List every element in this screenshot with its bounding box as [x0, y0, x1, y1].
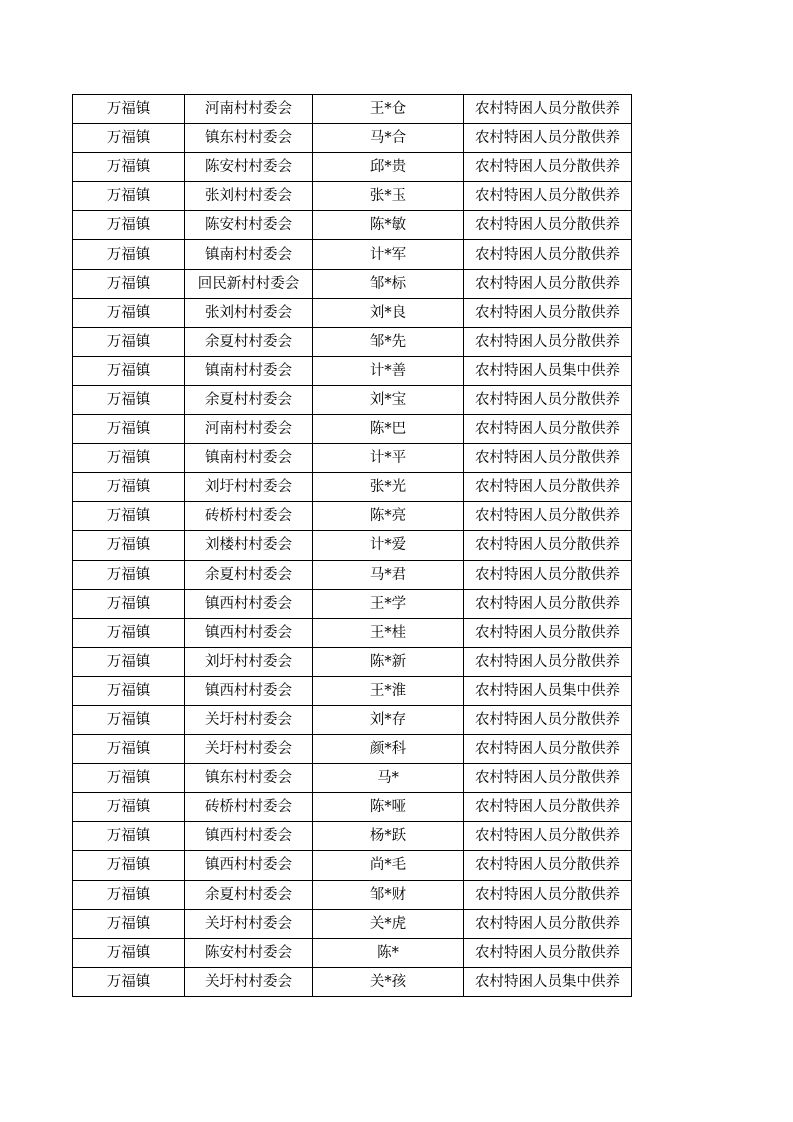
person-name-cell: 陈*哑	[313, 793, 464, 822]
support-type-cell: 农村特困人员集中供养	[464, 967, 632, 996]
village-committee-cell: 余夏村村委会	[185, 880, 313, 909]
town-cell: 万福镇	[73, 531, 185, 560]
person-name-cell: 马*	[313, 764, 464, 793]
person-name-cell: 关*孩	[313, 967, 464, 996]
support-type-cell: 农村特困人员分散供养	[464, 764, 632, 793]
village-committee-cell: 镇东村村委会	[185, 764, 313, 793]
table-body	[73, 95, 632, 997]
table-row	[73, 705, 632, 734]
town-cell: 万福镇	[73, 735, 185, 764]
village-committee-cell: 镇西村村委会	[185, 851, 313, 880]
support-type-cell: 农村特困人员集中供养	[464, 356, 632, 385]
support-type-cell: 农村特困人员分散供养	[464, 444, 632, 473]
table-row	[73, 269, 632, 298]
person-name-cell: 邹*先	[313, 327, 464, 356]
support-type-cell: 农村特困人员分散供养	[464, 269, 632, 298]
table-row	[73, 589, 632, 618]
town-cell: 万福镇	[73, 211, 185, 240]
support-type-cell: 农村特困人员分散供养	[464, 327, 632, 356]
table-row	[73, 822, 632, 851]
person-name-cell: 王*淮	[313, 676, 464, 705]
town-cell: 万福镇	[73, 415, 185, 444]
person-name-cell: 刘*宝	[313, 385, 464, 414]
support-type-cell: 农村特困人员分散供养	[464, 502, 632, 531]
village-committee-cell: 镇西村村委会	[185, 676, 313, 705]
table-row	[73, 327, 632, 356]
support-type-cell: 农村特困人员分散供养	[464, 909, 632, 938]
town-cell: 万福镇	[73, 764, 185, 793]
town-cell: 万福镇	[73, 327, 185, 356]
support-type-cell: 农村特困人员分散供养	[464, 385, 632, 414]
person-name-cell: 陈*亮	[313, 502, 464, 531]
support-type-cell: 农村特困人员分散供养	[464, 735, 632, 764]
support-type-cell: 农村特困人员分散供养	[464, 851, 632, 880]
table-row	[73, 647, 632, 676]
town-cell: 万福镇	[73, 444, 185, 473]
village-committee-cell: 陈安村村委会	[185, 211, 313, 240]
table-row	[73, 444, 632, 473]
support-type-cell: 农村特困人员分散供养	[464, 531, 632, 560]
village-committee-cell: 余夏村村委会	[185, 385, 313, 414]
table-row	[73, 793, 632, 822]
village-committee-cell: 镇南村村委会	[185, 444, 313, 473]
town-cell: 万福镇	[73, 298, 185, 327]
person-name-cell: 计*平	[313, 444, 464, 473]
town-cell: 万福镇	[73, 822, 185, 851]
support-type-cell: 农村特困人员分散供养	[464, 647, 632, 676]
village-committee-cell: 砖桥村村委会	[185, 793, 313, 822]
support-type-cell: 农村特困人员分散供养	[464, 938, 632, 967]
person-name-cell: 关*虎	[313, 909, 464, 938]
person-name-cell: 邹*财	[313, 880, 464, 909]
person-name-cell: 尚*毛	[313, 851, 464, 880]
village-committee-cell: 张刘村村委会	[185, 182, 313, 211]
village-committee-cell: 刘圩村村委会	[185, 647, 313, 676]
table-row	[73, 124, 632, 153]
person-name-cell: 王*仓	[313, 95, 464, 124]
support-type-cell: 农村特困人员分散供养	[464, 560, 632, 589]
person-name-cell: 杨*跃	[313, 822, 464, 851]
town-cell: 万福镇	[73, 793, 185, 822]
village-committee-cell: 镇西村村委会	[185, 618, 313, 647]
town-cell: 万福镇	[73, 705, 185, 734]
town-cell: 万福镇	[73, 560, 185, 589]
support-type-cell: 农村特困人员分散供养	[464, 182, 632, 211]
table-row	[73, 182, 632, 211]
table-row	[73, 851, 632, 880]
village-committee-cell: 关圩村村委会	[185, 735, 313, 764]
town-cell: 万福镇	[73, 967, 185, 996]
town-cell: 万福镇	[73, 502, 185, 531]
town-cell: 万福镇	[73, 182, 185, 211]
table-row	[73, 880, 632, 909]
village-committee-cell: 余夏村村委会	[185, 327, 313, 356]
table-row	[73, 153, 632, 182]
village-committee-cell: 镇西村村委会	[185, 589, 313, 618]
table-row	[73, 415, 632, 444]
village-committee-cell: 河南村村委会	[185, 95, 313, 124]
table-row	[73, 909, 632, 938]
support-type-cell: 农村特困人员分散供养	[464, 705, 632, 734]
person-name-cell: 陈*	[313, 938, 464, 967]
support-type-cell: 农村特困人员分散供养	[464, 880, 632, 909]
table-row	[73, 211, 632, 240]
village-committee-cell: 张刘村村委会	[185, 298, 313, 327]
village-committee-cell: 关圩村村委会	[185, 705, 313, 734]
town-cell: 万福镇	[73, 851, 185, 880]
table-row	[73, 298, 632, 327]
support-type-cell: 农村特困人员分散供养	[464, 153, 632, 182]
support-type-cell: 农村特困人员分散供养	[464, 415, 632, 444]
village-committee-cell: 陈安村村委会	[185, 938, 313, 967]
support-type-cell: 农村特困人员集中供养	[464, 676, 632, 705]
town-cell: 万福镇	[73, 676, 185, 705]
table-row	[73, 618, 632, 647]
table-row	[73, 240, 632, 269]
town-cell: 万福镇	[73, 909, 185, 938]
village-committee-cell: 河南村村委会	[185, 415, 313, 444]
support-type-cell: 农村特困人员分散供养	[464, 95, 632, 124]
person-name-cell: 颜*科	[313, 735, 464, 764]
village-committee-cell: 陈安村村委会	[185, 153, 313, 182]
person-name-cell: 陈*敏	[313, 211, 464, 240]
village-committee-cell: 刘圩村村委会	[185, 473, 313, 502]
town-cell: 万福镇	[73, 880, 185, 909]
town-cell: 万福镇	[73, 153, 185, 182]
town-cell: 万福镇	[73, 589, 185, 618]
person-name-cell: 陈*巴	[313, 415, 464, 444]
village-committee-cell: 关圩村村委会	[185, 967, 313, 996]
table-row	[73, 938, 632, 967]
village-committee-cell: 镇西村村委会	[185, 822, 313, 851]
person-name-cell: 王*桂	[313, 618, 464, 647]
person-name-cell: 计*爱	[313, 531, 464, 560]
support-type-cell: 农村特困人员分散供养	[464, 240, 632, 269]
village-committee-cell: 回民新村村委会	[185, 269, 313, 298]
support-type-cell: 农村特困人员分散供养	[464, 124, 632, 153]
village-committee-cell: 镇南村村委会	[185, 356, 313, 385]
village-committee-cell: 余夏村村委会	[185, 560, 313, 589]
village-committee-cell: 砖桥村村委会	[185, 502, 313, 531]
table-row	[73, 473, 632, 502]
support-type-cell: 农村特困人员分散供养	[464, 473, 632, 502]
town-cell: 万福镇	[73, 95, 185, 124]
support-type-cell: 农村特困人员分散供养	[464, 618, 632, 647]
person-name-cell: 计*善	[313, 356, 464, 385]
village-committee-cell: 关圩村村委会	[185, 909, 313, 938]
town-cell: 万福镇	[73, 269, 185, 298]
village-committee-cell: 刘楼村村委会	[185, 531, 313, 560]
table-row	[73, 967, 632, 996]
support-type-cell: 农村特困人员分散供养	[464, 793, 632, 822]
town-cell: 万福镇	[73, 618, 185, 647]
support-type-cell: 农村特困人员分散供养	[464, 589, 632, 618]
table-row	[73, 531, 632, 560]
town-cell: 万福镇	[73, 647, 185, 676]
person-name-cell: 陈*新	[313, 647, 464, 676]
person-name-cell: 张*玉	[313, 182, 464, 211]
support-type-cell: 农村特困人员分散供养	[464, 211, 632, 240]
support-type-cell: 农村特困人员分散供养	[464, 822, 632, 851]
town-cell: 万福镇	[73, 124, 185, 153]
table-row	[73, 676, 632, 705]
table-row	[73, 764, 632, 793]
table-row	[73, 502, 632, 531]
person-name-cell: 邱*贵	[313, 153, 464, 182]
person-name-cell: 刘*良	[313, 298, 464, 327]
person-name-cell: 王*学	[313, 589, 464, 618]
town-cell: 万福镇	[73, 240, 185, 269]
town-cell: 万福镇	[73, 385, 185, 414]
village-committee-cell: 镇东村村委会	[185, 124, 313, 153]
recipients-table	[72, 94, 632, 997]
town-cell: 万福镇	[73, 356, 185, 385]
table-row	[73, 385, 632, 414]
town-cell: 万福镇	[73, 938, 185, 967]
support-type-cell: 农村特困人员分散供养	[464, 298, 632, 327]
person-name-cell: 邹*标	[313, 269, 464, 298]
town-cell: 万福镇	[73, 473, 185, 502]
person-name-cell: 刘*存	[313, 705, 464, 734]
person-name-cell: 马*合	[313, 124, 464, 153]
person-name-cell: 马*君	[313, 560, 464, 589]
table-row	[73, 95, 632, 124]
table-row	[73, 735, 632, 764]
person-name-cell: 张*光	[313, 473, 464, 502]
person-name-cell: 计*军	[313, 240, 464, 269]
village-committee-cell: 镇南村村委会	[185, 240, 313, 269]
table-row	[73, 560, 632, 589]
table-row	[73, 356, 632, 385]
